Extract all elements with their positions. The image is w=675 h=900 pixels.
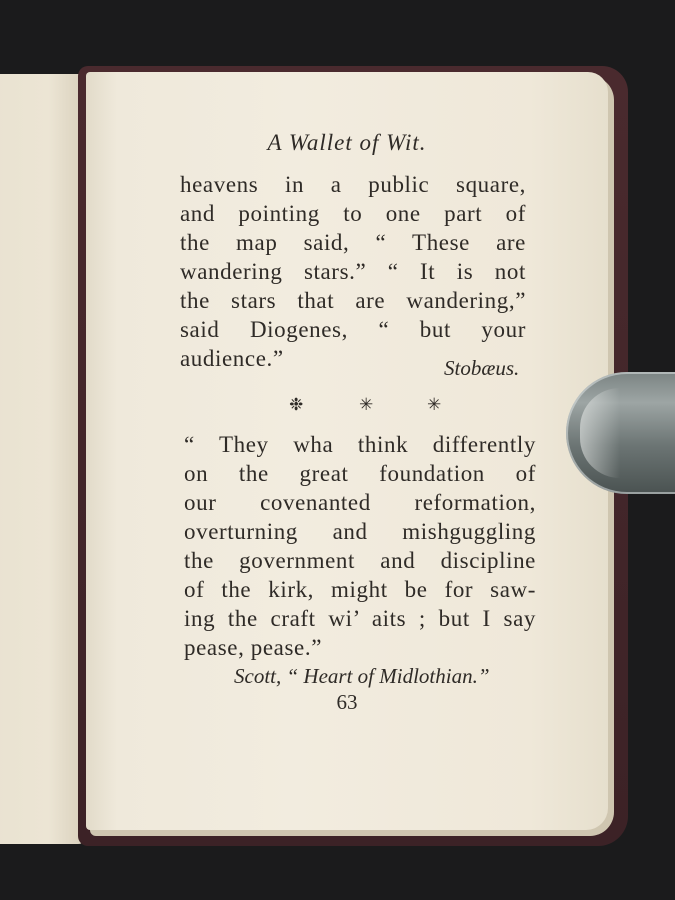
text-line: said Diogenes, “ but your	[180, 317, 526, 342]
ornament-flower-icon: ❉	[289, 395, 304, 415]
text-line: and pointing to one part of	[180, 201, 526, 226]
ornament-asterisk-icon: ✳	[427, 395, 442, 415]
text-line: pease, pease.”	[184, 635, 323, 660]
text-line: overturning and mishguggling	[184, 519, 536, 544]
text-line: the government and discipline	[184, 548, 536, 573]
text-line: heavens in a public square,	[180, 172, 526, 197]
attribution-scott: Scott, “ Heart of Midlothian.”	[234, 664, 490, 688]
attribution-stobaeus: Stobæus.	[444, 356, 520, 380]
text-line: our covenanted reformation,	[184, 490, 536, 515]
text-line: ing the craft wi’ aits ; but I say	[184, 606, 536, 631]
page-number: 63	[336, 690, 358, 714]
running-head: A Wallet of Wit.	[267, 130, 427, 155]
text-line: the map said, “ These are	[180, 230, 526, 255]
left-page	[0, 74, 88, 844]
text-line: “ They wha think differently	[184, 432, 536, 457]
ornament-asterisk-icon: ✳	[359, 395, 374, 415]
text-line: on the great foundation of	[184, 461, 536, 486]
text-line: wandering stars.” “ It is not	[180, 259, 526, 284]
text-line: of the kirk, might be for saw-	[184, 577, 536, 602]
text-line: the stars that are wandering,”	[180, 288, 526, 313]
text-line: audience.”	[180, 346, 284, 371]
right-page	[86, 72, 608, 830]
